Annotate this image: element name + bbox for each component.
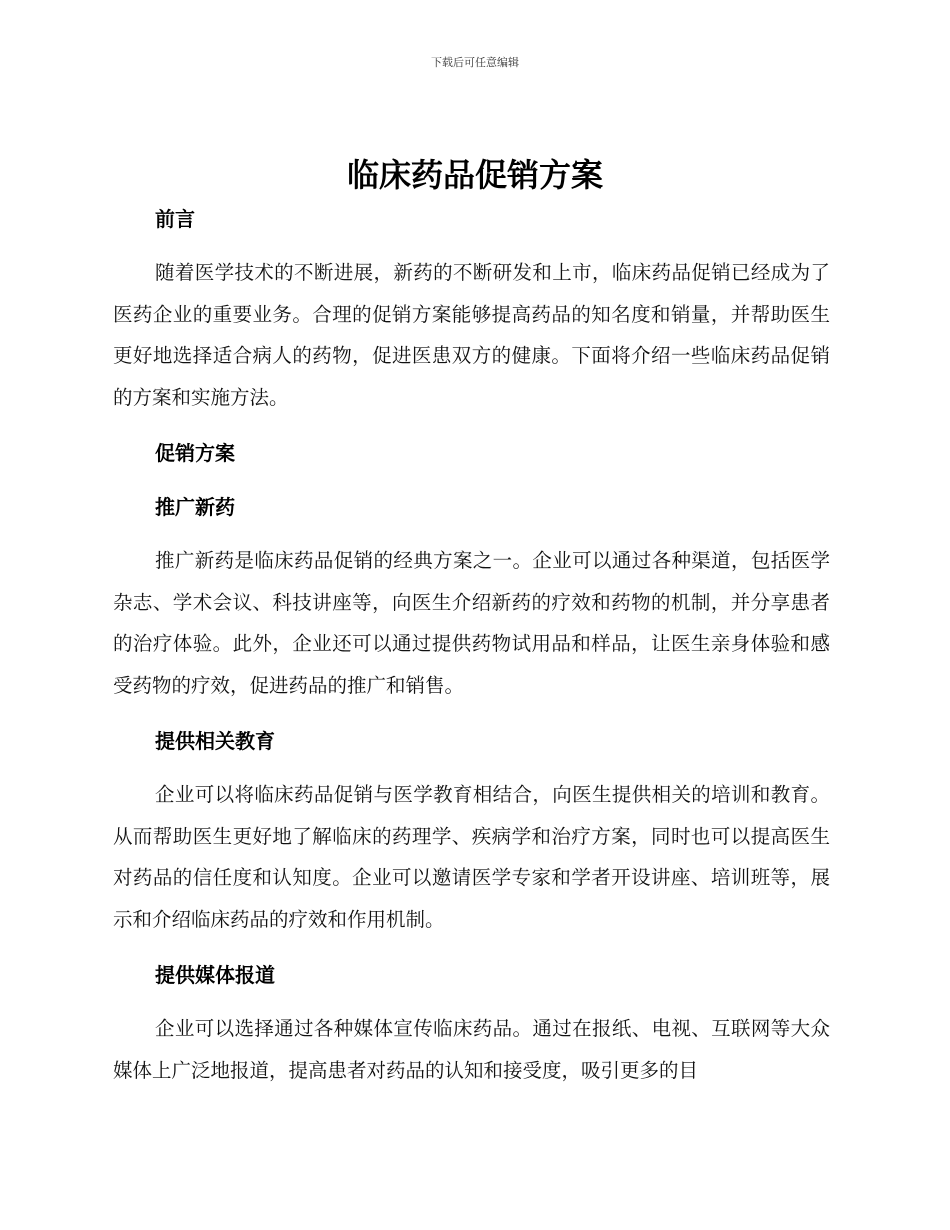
section-paragraph-education: 企业可以将临床药品促销与医学教育相结合，向医生提供相关的培训和教育。从而帮助医生更好地了解临床的药理学、疾病学和治疗方案，同时也可以提高医生对药品的信任度和认知度。企业可以邀请医学专家和学者开设讲座、培训班等，展示和介绍临床药品的疗效和作用机制。 bbox=[113, 783, 830, 931]
section-paragraph-promote-new-drugs: 推广新药是临床药品促销的经典方案之一。企业可以通过各种渠道，包括医学杂志、学术会议、科技讲座等，向医生介绍新药的疗效和药物的机制，并分享患者的治疗体验。此外，企业还可以通过提供药物试用品和样品，让医生亲身体验和感受药物的疗效，促进药品的推广和销售。 bbox=[113, 549, 830, 697]
section-heading-preface: 前言 bbox=[155, 207, 195, 231]
section-paragraph-media: 企业可以选择通过各种媒体宣传临床药品。通过在报纸、电视、互联网等大众媒体上广泛地报道，提高患者对药品的认知和接受度，吸引更多的目 bbox=[113, 1017, 830, 1082]
document-body bbox=[113, 198, 830, 1091]
section-heading-promotion-plan: 促销方案 bbox=[155, 441, 235, 465]
header-note: 下载后可任意编辑 bbox=[431, 56, 519, 69]
document-title: 临床药品促销方案 bbox=[346, 156, 603, 194]
section-heading-media: 提供媒体报道 bbox=[155, 963, 275, 987]
section-paragraph-preface: 随着医学技术的不断进展，新药的不断研发和上市，临床药品促销已经成为了医药企业的重要业务。合理的促销方案能够提高药品的知名度和销量，并帮助医生更好地选择适合病人的药物，促进医患双方的健康。下面将介绍一些临床药品促销的方案和实施方法。 bbox=[113, 261, 830, 409]
section-heading-promote-new-drugs: 推广新药 bbox=[155, 495, 235, 519]
section-heading-education: 提供相关教育 bbox=[155, 729, 275, 753]
